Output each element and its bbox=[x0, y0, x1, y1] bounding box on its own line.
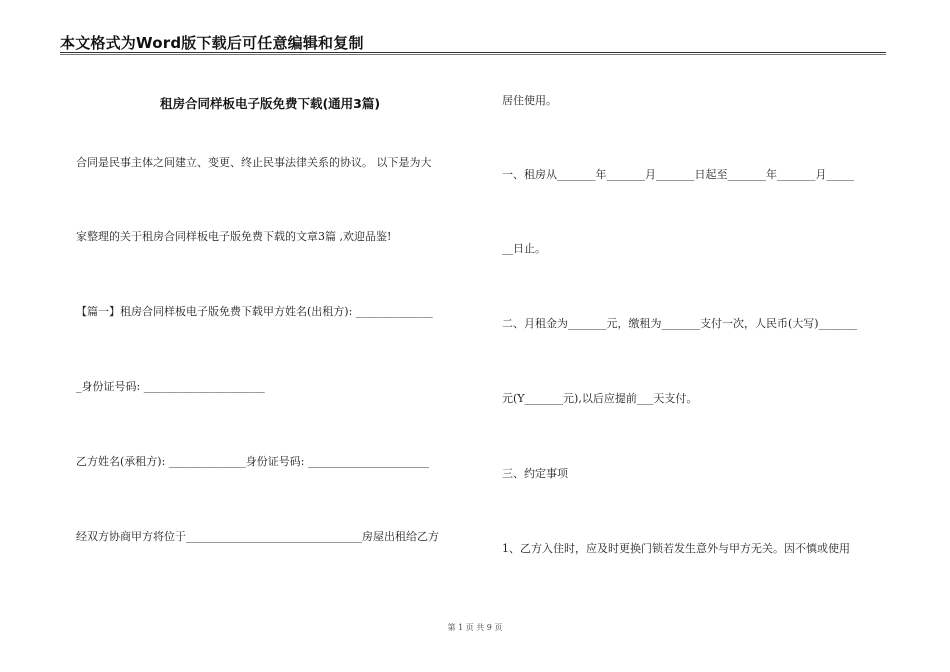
body-line: 【篇一】租房合同样板电子版免费下载甲方姓名(出租方): ______________ bbox=[76, 305, 433, 318]
body-line: 乙方姓名(承租方): ______________身份证号码: ______________________ bbox=[76, 455, 429, 468]
document-header: 本文格式为Word版下载后可任意编辑和复制 bbox=[60, 34, 364, 52]
body-line: 经双方协商甲方将位于________________________________房屋出租给乙方 bbox=[76, 530, 439, 543]
body-line: 一、租房从_______年_______月_______日起至_______年_______月_____ bbox=[502, 168, 854, 181]
body-line: 二、月租金为_______元，缴租为_______支付一次，人民币(大写)_______ bbox=[502, 317, 858, 330]
body-line: 元(Y_______元),以后应提前___天支付。 bbox=[502, 392, 698, 405]
body-line: 家整理的关于租房合同样板电子版免费下载的文章3篇 ,欢迎品鉴! bbox=[76, 230, 392, 243]
body-line: 居住使用。 bbox=[502, 94, 557, 107]
document-title: 租房合同样板电子版免费下载(通用3篇) bbox=[159, 96, 381, 111]
header-divider-secondary bbox=[60, 54, 886, 55]
body-line: _身份证号码: ______________________ bbox=[76, 380, 265, 393]
body-line: 合同是民事主体之间建立、变更、终止民事法律关系的协议。 以下是为大 bbox=[76, 156, 432, 169]
section-heading: 三、约定事项 bbox=[502, 467, 568, 480]
header-divider bbox=[60, 52, 886, 53]
page-number: 第 1 页 共 9 页 bbox=[447, 623, 503, 632]
body-line: 1、乙方入住时，应及时更换门锁若发生意外与甲方无关。因不慎或使用 bbox=[502, 542, 850, 555]
body-line: __日止。 bbox=[502, 242, 546, 255]
